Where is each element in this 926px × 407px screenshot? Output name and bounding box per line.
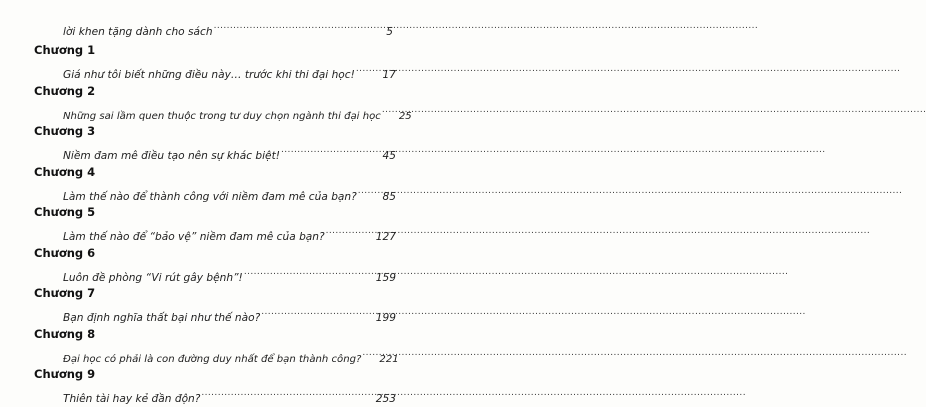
dot-leader — [362, 346, 378, 362]
toc-line — [63, 386, 396, 405]
toc-page-number: 45 — [382, 150, 396, 162]
toc-entry-title: lời khen tặng dành cho sách — [63, 26, 213, 38]
table-of-contents-page — [0, 0, 412, 405]
toc-page-number: 5 — [386, 26, 393, 38]
toc-page-number: 221 — [379, 353, 399, 365]
dot-leader — [261, 305, 375, 321]
dot-leader — [382, 103, 398, 119]
toc-line — [63, 224, 396, 243]
toc-entry-title: Luôn đề phòng “Vi rút gây bệnh”! — [63, 271, 243, 284]
chapter-heading: Chương 4 — [34, 164, 96, 179]
toc-line — [63, 184, 396, 203]
dot-leader — [201, 386, 374, 402]
toc-page-number: 127 — [375, 231, 396, 243]
dot-leader — [326, 224, 375, 240]
toc-line — [63, 19, 393, 38]
chapter-heading: Chương 1 — [34, 43, 96, 57]
chapter-entry — [34, 164, 396, 205]
dot-leader — [214, 19, 386, 35]
toc-page-number: 199 — [375, 312, 396, 324]
chapter-entry — [34, 204, 396, 245]
toc-entry-title: Niềm đam mê điều tạo nên sự khác biệt! — [63, 150, 280, 162]
toc-entry-title: Thiên tài hay kẻ đần độn? — [63, 393, 201, 405]
toc-entry-title: Bạn định nghĩa thất bại như thế nào? — [63, 312, 261, 324]
chapter-entry — [34, 123, 396, 164]
chapter-entry — [34, 83, 412, 124]
chapter-heading: Chương 7 — [34, 286, 96, 300]
toc-line — [63, 103, 412, 122]
chapter-entry — [34, 366, 396, 407]
dot-leader — [358, 184, 382, 200]
dot-leader — [281, 143, 382, 159]
chapter-heading: Chương 2 — [34, 83, 96, 98]
toc-line — [63, 305, 396, 324]
toc-entry-title: Những sai lầm quen thuộc trong tư duy chọn ngành thi đại học — [63, 110, 381, 122]
chapter-list — [34, 42, 412, 407]
chapter-heading: Chương 5 — [34, 205, 96, 219]
dot-leader — [356, 62, 382, 78]
chapter-heading: Chương 8 — [34, 326, 96, 341]
toc-page-number: 159 — [375, 271, 396, 284]
toc-page-number: 85 — [382, 190, 396, 203]
chapter-heading: Chương 3 — [34, 124, 96, 138]
toc-entry-title: Làm thế nào để “bảo vệ” niềm đam mê của bạn? — [63, 231, 325, 243]
chapter-heading: Chương 9 — [34, 367, 96, 381]
toc-page-number: 17 — [382, 69, 396, 81]
toc-entry-intro — [63, 19, 393, 38]
chapter-heading: Chương 6 — [34, 245, 96, 260]
toc-line — [63, 265, 396, 284]
chapter-entry — [34, 285, 396, 326]
chapter-entry — [34, 245, 396, 286]
dot-leader — [244, 265, 375, 281]
toc-page-number: 253 — [375, 393, 396, 405]
toc-page-number: 25 — [398, 110, 412, 122]
toc-entry-title: Làm thế nào để thành công với niềm đam mê của bạn? — [63, 190, 357, 203]
toc-line — [63, 346, 399, 365]
chapter-entry — [34, 42, 396, 83]
chapter-entry — [34, 326, 399, 367]
toc-line — [63, 143, 396, 162]
toc-entry-title: Đại học có phải là con đường duy nhất để bạn thành công? — [63, 353, 362, 365]
toc-line — [63, 62, 396, 81]
toc-entry-title: Giá như tôi biết những điều này… trước khi thi đại học! — [63, 69, 355, 81]
